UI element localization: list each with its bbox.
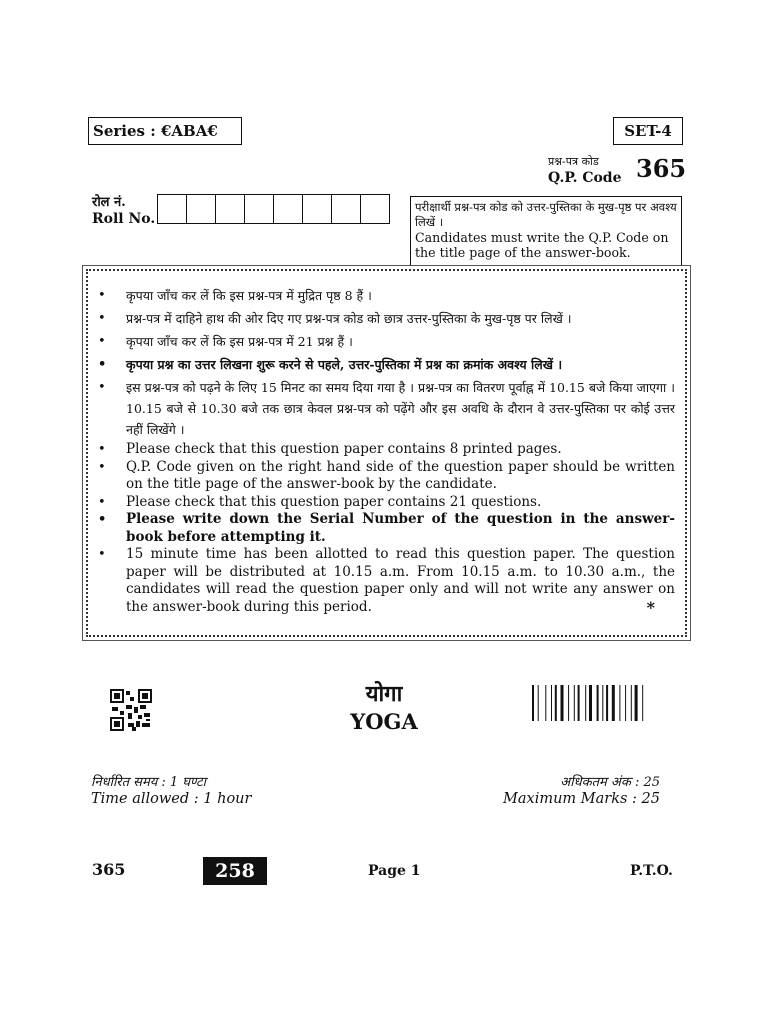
star-mark: * <box>646 598 655 617</box>
roll-digit-box <box>157 194 187 224</box>
footer-qp-code: 365 <box>92 860 126 879</box>
barcode-icon <box>532 685 682 721</box>
instruction-hindi-item: • कृपया जाँच कर लें कि इस प्रश्न-पत्र में मुद्रित पृष्ठ 8 हैं । <box>98 285 675 306</box>
roll-digit-box <box>274 194 303 224</box>
instruction-hindi-item: • प्रश्न-पत्र में दाहिने हाथ की ओर दिए गए प्रश्न-पत्र कोड को छात्र उत्तर-पुस्तिका के मुख-पृष्ठ पर लिखें । <box>98 308 675 329</box>
roll-number-boxes <box>157 194 390 224</box>
subject-title-hindi: योगा <box>365 681 403 707</box>
instruction-english-item: • 15 minute time has been allotted to read this question paper. The question paper will be distributed at 10.15 a.m. From 10.15 a.m. to 10.30 a.m., the candidates will read the question paper only and will not write any answer on the answer-book during this period. <box>98 546 675 616</box>
instruction-hindi-item: • कृपया जाँच कर लें कि इस प्रश्न-पत्र में 21 प्रश्न हैं । <box>98 331 675 352</box>
candidate-note-box <box>410 196 682 266</box>
page-number: Page 1 <box>368 863 421 879</box>
qp-code-hindi-label: प्रश्न-पत्र कोड <box>548 155 599 168</box>
candidate-note-english: Candidates must write the Q.P. Code on the title page of the answer-book. <box>415 230 669 260</box>
instruction-hindi-item: • कृपया प्रश्न का उत्तर लिखना शुरू करने से पहले, उत्तर-पुस्तिका में प्रश्न का क्रमांक अवश्य लिखें । <box>98 354 675 375</box>
instruction-english-item: • Please check that this question paper contains 21 questions. <box>98 494 675 512</box>
roll-number-label: Roll No. <box>92 211 156 227</box>
footer-number-box: 258 <box>203 857 267 885</box>
qp-code-label: Q.P. Code <box>548 170 622 186</box>
subject-title: YOGA <box>350 709 418 734</box>
instruction-english-item: • Please check that this question paper contains 8 printed pages. <box>98 441 675 459</box>
instructions-box <box>86 269 687 637</box>
qp-code-value: 365 <box>636 154 687 183</box>
roll-digit-box <box>245 194 274 224</box>
instruction-hindi-item: • इस प्रश्न-पत्र को पढ़ने के लिए 15 मिनट का समय दिया गया है । प्रश्न-पत्र का वितरण पूर्वाह्न में 10.15 बजे किया जाएगा । 10.15 बजे से 10.30 बजे तक छात्र केवल प्रश्न-पत्र को पढ़ेंगे और इस अवधि के दौरान वे उत्तर-पुस्तिका पर कोई उत्तर नहीं लिखेंगे । <box>98 377 675 440</box>
pto-label: P.T.O. <box>630 863 673 879</box>
instruction-english-item: • Q.P. Code given on the right hand side of the question paper should be written on the title page of the answer-book by the candidate. <box>98 459 675 494</box>
maximum-marks-hindi: अधिकतम अंक : 25 <box>560 775 660 790</box>
maximum-marks: Maximum Marks : 25 <box>503 791 660 807</box>
time-allowed-hindi: निर्धारित समय : 1 घण्टा <box>91 775 206 790</box>
roll-number-hindi-label: रोल नं. <box>92 195 126 210</box>
time-allowed: Time allowed : 1 hour <box>91 791 252 807</box>
roll-digit-box <box>216 194 245 224</box>
set-label: SET-4 <box>613 117 683 145</box>
candidate-note-hindi: परीक्षार्थी प्रश्न-पत्र कोड को उत्तर-पुस्तिका के मुख-पृष्ठ पर अवश्य लिखें । <box>415 200 677 229</box>
roll-digit-box <box>361 194 390 224</box>
roll-digit-box <box>187 194 216 224</box>
roll-digit-box <box>303 194 332 224</box>
instructions-hindi-list <box>98 285 675 442</box>
instruction-english-item: • Please write down the Serial Number of the question in the answer-book before attempting it. <box>98 511 675 546</box>
instructions-english-list <box>98 441 675 616</box>
series-label: Series : €ABA€ <box>88 117 242 145</box>
roll-digit-box <box>332 194 361 224</box>
